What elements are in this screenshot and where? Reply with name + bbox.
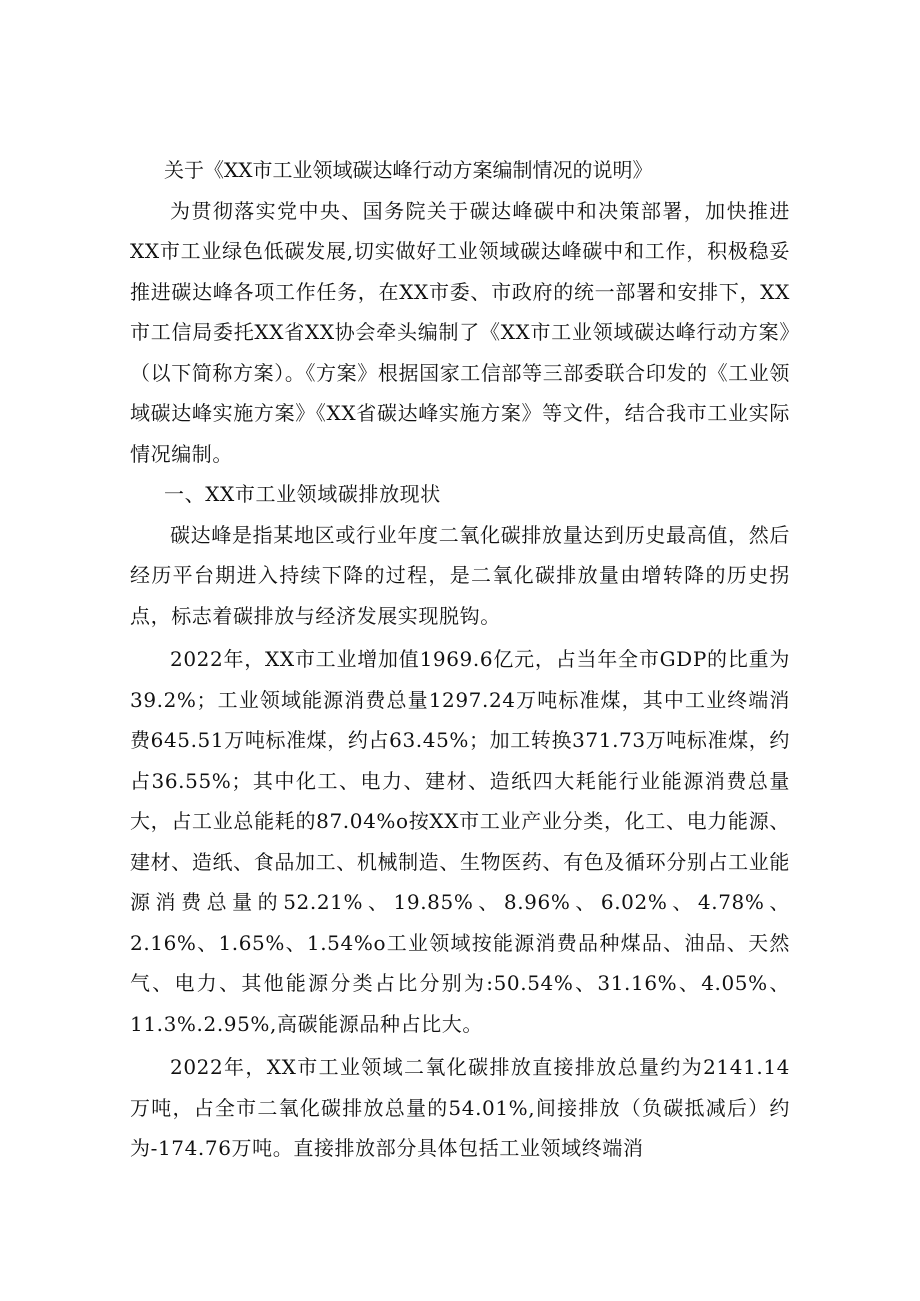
intro-paragraph: 为贯彻落实党中央、国务院关于碳达峰碳中和决策部署，加快推进XX市工业绿色低碳发展,切实做好工业领域碳达峰碳中和工作，积极稳妥推进碳达峰各项工作任务，在XX市委、市政府的统一部署和安排下，XX市工信局委托XX省XX协会牵头编制了《XX市工业领域碳达峰行动方案》（以下简称方案）。《方案》根据国家工信部等三部委联合印发的《工业领域碳达峰实施方案》《XX省碳达峰实施方案》等文件，结合我市工业实际情况编制。 (130, 198, 790, 466)
document-title: 关于《XX市工业领域碳达峰行动方案编制情况的说明》 (164, 158, 653, 182)
section-heading-1: 一、XX市工业领域碳排放现状 (164, 482, 441, 506)
document-body (130, 150, 790, 1169)
paragraph-energy-consumption-2022: 2022年，XX市工业增加值1969.6亿元，占当年全市GDP的比重为39.2%；工业领域能源消费总量1297.24万吨标准煤，其中工业终端消费645.51万吨标准煤，约占63.45%；加工转换371.73万吨标准煤，约占36.55%；其中化工、电力、建材、造纸四大耗能行业能源消费总量大，占工业总能耗的87.04%o按XX市工业产业分类，化工、电力能源、建材、造纸、食品加工、机械制造、生物医药、有色及循环分别占工业能源消费总量的52.21%、19.85%、8.96%、6.02%、4.78%、2.16%、1.65%、1.54%o工业领域按能源消费品种煤品、油品、天然气、电力、其他能源分类占比分别为:50.54%、31.16%、4.05%、11.3%.2.95%,高碳能源品种占比大。 (130, 647, 790, 1036)
paragraph-carbon-peak-definition: 碳达峰是指某地区或行业年度二氧化碳排放量达到历史最高值，然后经历平台期进入持续下降的过程，是二氧化碳排放量由增转降的历史拐点，标志着碳排放与经济发展实现脱钩。 (130, 522, 790, 628)
paragraph-emissions-2022: 2022年，XX市工业领域二氧化碳排放直接排放总量约为2141.14万吨，占全市二氧化碳排放总量的54.01%,间接排放（负碳抵减后）约为-174.76万吨。直接排放部分具体包括工业领域终端消 (130, 1055, 790, 1160)
